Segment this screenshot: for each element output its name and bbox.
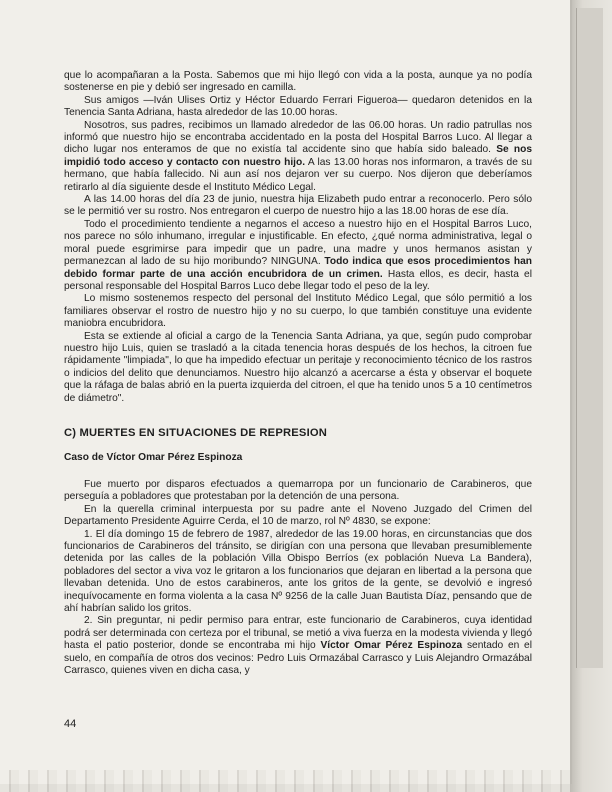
case-heading: Caso de Víctor Omar Pérez Espinoza [64, 451, 243, 463]
emphasis: Víctor Omar Pérez Espinoza [320, 640, 463, 652]
paragraph: Nosotros, sus padres, recibimos un llamado alrededor de las 06.00 horas. Un radio patrullas nos informó que nuestro hijo se encontraba accidentado en la posta del Hospital Barros Luco. Al llegar a dicho lugar nos enteramos de que no existía tal accidente sino que había sido baleado. Se nos impidió todo acceso y contacto con nuestro hijo. A las 13.00 horas nos informaron, a través de su hermano, que había fallecido. Ni aun así nos dejaron ver su cuerpo. Nos dijeron que deberíamos retirarlo al día siguiente desde el Instituto Médico Legal. [64, 119, 533, 193]
paragraph: Sus amigos —Iván Ulises Ortiz y Héctor Eduardo Ferrari Figueroa— quedaron detenidos en la Tenencia Santa Adriana, hasta alrededor de las 10.00 horas. [64, 94, 532, 119]
scan-right-margin [570, 0, 612, 792]
paragraph: Fue muerto por disparos efectuados a quemarropa por un funcionario de Carabineros, que perseguía a pobladores que protestaban por la detención de una persona. [64, 478, 532, 503]
paragraph: 1. El día domingo 15 de febrero de 1987, alrededor de las 19.00 horas, en circunstancias que dos funcionarios de Carabineros del tránsito, se dirigían con una persona que llevaban presumiblemente detenida por las calles de la población Villa Obispo Berríos (ex población Nueva La Bandera), pobladores del sector a viva voz le gritaron a los funcionarios que dejaran en libertad a la persona que llevaban detenida. Uno de estos carabineros, ante los gritos de la gente, se devolvió e ingresó inequívocamente en forma violenta a la casa Nº 9256 de la calle Juan Bautista Díaz, pensando que de ahí habrían salido los gritos. [64, 528, 532, 615]
paragraph: A las 14.00 horas del día 23 de junio, nuestra hija Elizabeth pudo entrar a reconocerlo. Pero sólo se le permitió ver su rostro. Nos entregaron el cuerpo de nuestro hijo a las 18.00 horas de ese día. [64, 194, 532, 218]
paragraph: Lo mismo sostenemos respecto del personal del Instituto Médico Legal, que sólo permitió a los familiares observar el rostro de nuestro hijo y no su cuerpo, lo que también constituye una evidente maniobra encubridora. [64, 293, 532, 330]
section-heading: C) MUERTES EN SITUACIONES DE REPRESION [64, 426, 328, 439]
paragraph: 2. Sin preguntar, ni pedir permiso para entrar, este funcionario de Carabineros, cuya identidad podrá ser determinada con certeza por el tribunal, se metió a viva fuerza en la modesta vivienda y llegó hasta el patio posterior, donde se encontraba mi hijo Víctor Omar Pérez Espinoza sentado en el suelo, en compañía de otros dos vecinos: Pedro Luis Ormazábal Carrasco y Luis Alejandro Ormazábal Carrasco, quienes viven en dicha casa, y [64, 615, 532, 677]
paragraph: que lo acompañaran a la Posta. Sabemos que mi hijo llegó con vida a la posta, aunque ya no podía sostenerse en pie y debió ser ingresado en camilla. [64, 70, 532, 94]
page-number: 44 [64, 718, 77, 730]
scan-bottom-edge [0, 770, 570, 792]
paragraph: Todo el procedimiento tendiente a negarnos el acceso a nuestro hijo en el Hospital Barros Luco, nos parece no sólo inhumano, irregular e injustificable. En efecto, ¿qué norma administrativa, legal o moral puede esgrimirse para impedir que un padre, una madre y unos hermanos asistan y permanezcan al lado de su hijo moribundo? NINGUNA. Todo indica que esos procedimientos han debido formar parte de una acción encubridora de un crimen. Hasta ellos, es decir, hasta el personal responsable del Hospital Barros Luco debe llegar todo el peso de la ley. [64, 218, 532, 292]
emphasis: Todo indica que esos procedimientos han debido formar parte de una acción encubridora de un crimen. [64, 256, 532, 280]
page-content [64, 70, 532, 677]
paragraph: En la querella criminal interpuesta por su padre ante el Noveno Juzgado del Crimen del Departamento Presidente Aguirre Cerda, el 10 de marzo, rol Nº 4830, se expone: [64, 503, 532, 528]
emphasis: Se nos impidió todo acceso y contacto con nuestro hijo. [64, 144, 532, 168]
paragraph: Esta se extiende al oficial a cargo de la Tenencia Santa Adriana, ya que, según pudo comprobar nuestro hijo Luis, quien se trasladó a la citada tenencia horas después de los hechos, la citroen fue rápidamente "limpiada", lo que ha impedido efectuar un peritaje y reconocimiento técnico de los rastros o indicios del delito que denunciamos. Nuestro hijo alcanzó a acercarse a ésta y observar el boquete que la ráfaga de balas abrió en la puerta izquierda del citroen, el que ha tenido unos 5 a 10 centímetros de diámetro". [64, 330, 532, 404]
